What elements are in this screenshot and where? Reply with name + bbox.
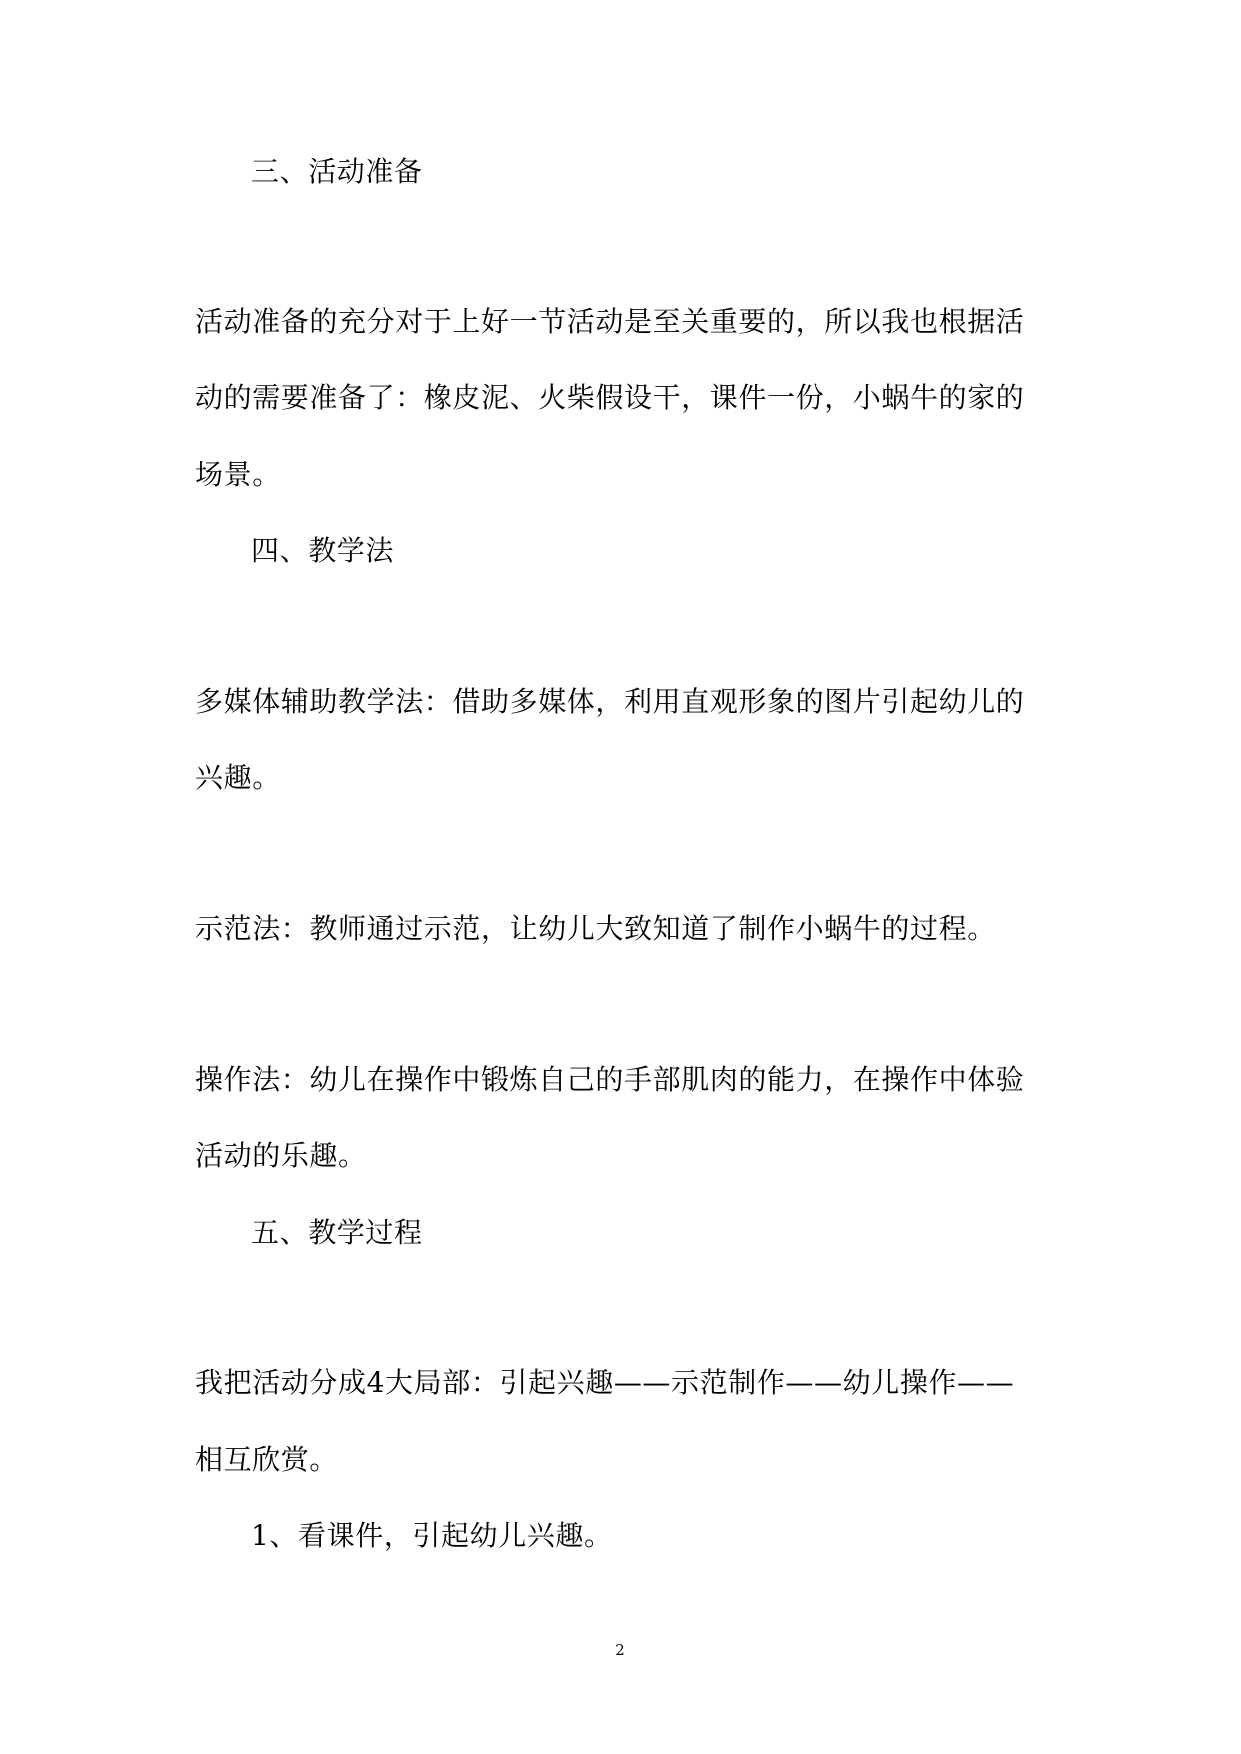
paragraph-line: 兴趣。 — [195, 761, 281, 794]
paragraph-line: 活动准备的充分对于上好一节活动是至关重要的，所以我也根据活 — [195, 305, 1025, 338]
section-heading-activity-preparation: 三、活动准备 — [251, 155, 423, 188]
paragraph-line: 我把活动分成4大局部：引起兴趣——示范制作——幼儿操作—— — [195, 1366, 1015, 1399]
paragraph-line: 相互欣赏。 — [195, 1443, 339, 1476]
paragraph-line: 场景。 — [195, 458, 281, 491]
paragraph-line: 示范法：教师通过示范，让幼儿大致知道了制作小蜗牛的过程。 — [195, 912, 996, 945]
list-item: 1、看课件，引起幼儿兴趣。 — [251, 1519, 613, 1552]
paragraph-line: 动的需要准备了：橡皮泥、火柴假设干，课件一份，小蜗牛的家的 — [195, 381, 1025, 414]
paragraph-line: 活动的乐趣。 — [195, 1139, 367, 1172]
section-heading-teaching-method: 四、教学法 — [251, 534, 395, 567]
page-number: 2 — [615, 1641, 625, 1659]
paragraph-line: 操作法：幼儿在操作中锻炼自己的手部肌肉的能力，在操作中体验 — [195, 1063, 1025, 1096]
paragraph-line: 多媒体辅助教学法：借助多媒体，利用直观形象的图片引起幼儿的 — [195, 685, 1025, 718]
section-heading-teaching-process: 五、教学过程 — [251, 1216, 423, 1249]
